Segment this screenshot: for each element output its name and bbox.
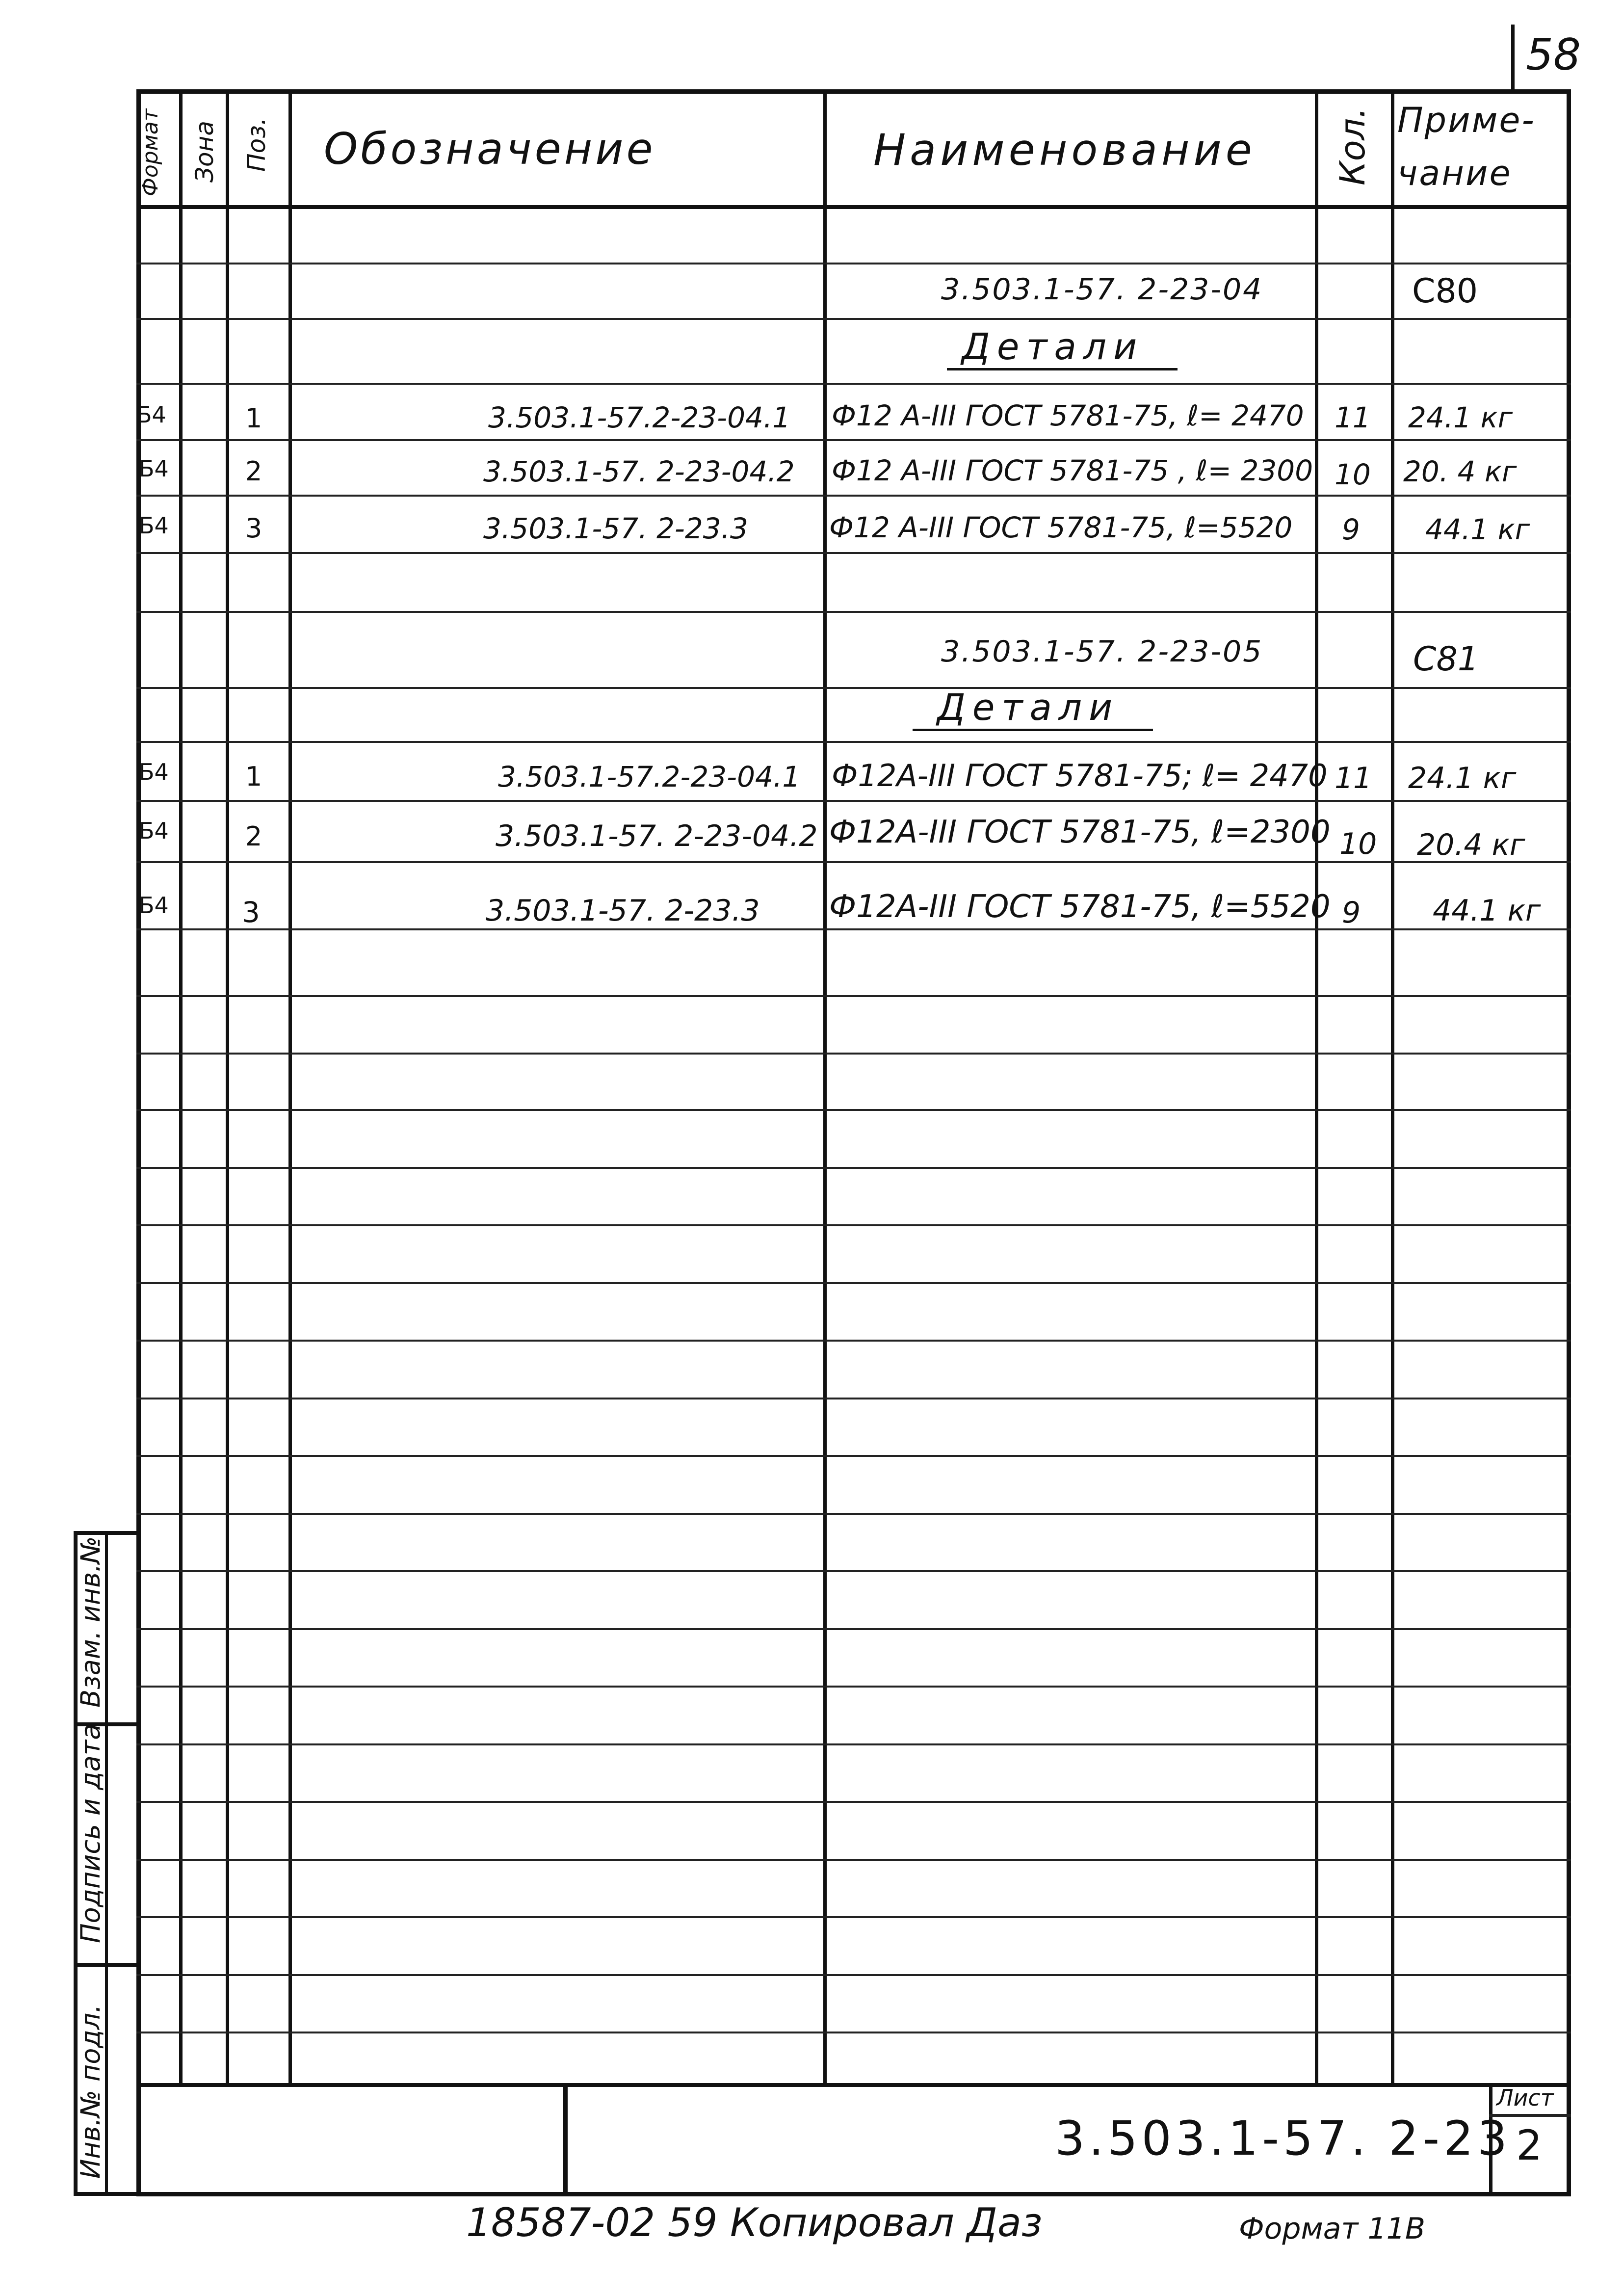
section-heading-underline [913, 729, 1153, 731]
row-note: 24.1 кг [1408, 401, 1513, 434]
row-designation: 3.503.1-57. 2-23-04.2 [483, 455, 795, 488]
col-divider-pos [288, 93, 292, 2083]
row-pos: 2 [245, 456, 262, 487]
table-row-line [136, 1974, 1571, 1976]
row-pos: 3 [245, 513, 262, 544]
page-number: 58 [1526, 29, 1581, 80]
table-row-line [136, 1224, 1571, 1226]
row-format: Б4 [139, 759, 169, 785]
header-note-line2: чание [1397, 153, 1512, 193]
table-row-line [136, 1109, 1571, 1111]
row-designation: 3.503.1-57.2-23-04.1 [498, 760, 801, 793]
table-row-line [136, 1743, 1571, 1745]
header-zone: Зона [190, 121, 219, 183]
row-note: 24.1 кг [1408, 761, 1517, 795]
row-format: Б4 [139, 818, 169, 844]
table-row-line [136, 318, 1571, 320]
row-qty: 11 [1335, 401, 1371, 434]
section-heading-underline [947, 368, 1178, 370]
row-pos: 1 [245, 403, 262, 434]
side-label-inv-replace: Взам. инв.№ [75, 1536, 106, 1708]
header-name: Наименование [873, 125, 1256, 175]
table-row-line [136, 1859, 1571, 1861]
row-pos: 2 [245, 821, 262, 852]
table-row-line [136, 861, 1571, 863]
header-pos: Поз. [242, 117, 271, 172]
sheet-label: Лист [1496, 2085, 1554, 2111]
row-qty: 9 [1342, 513, 1360, 546]
table-row-line [136, 2032, 1571, 2033]
table-row-line [136, 800, 1571, 802]
assembly-note: С81 [1413, 640, 1479, 679]
table-row-line [136, 1801, 1571, 1803]
row-designation: 3.503.1-57. 2-23-04.2 [496, 819, 818, 853]
sheet-number: 2 [1516, 2121, 1543, 2169]
row-designation: 3.503.1-57.2-23-04.1 [488, 401, 791, 434]
table-row-line [136, 439, 1571, 441]
header-format: Формат [138, 108, 163, 196]
col-divider-designation [823, 93, 827, 2083]
col-divider-format [179, 93, 183, 2083]
section-heading: Детали [937, 686, 1120, 729]
row-name: Ф12 А-III ГОСТ 5781-75 , ℓ= 2300 [832, 454, 1313, 487]
section-heading: Детали [962, 326, 1144, 368]
row-name: Ф12А-III ГОСТ 5781-75, ℓ=2300 [829, 814, 1331, 850]
row-qty: 9 [1342, 896, 1361, 930]
table-row-line [136, 1053, 1571, 1055]
row-note: 20.4 кг [1417, 828, 1525, 862]
row-name: Ф12А-III ГОСТ 5781-75, ℓ=5520 [829, 889, 1331, 925]
table-row-line [136, 995, 1571, 997]
table-row-line [136, 1916, 1571, 1918]
table-row-line [136, 1686, 1571, 1688]
document-code: 3.503.1-57. 2-23 [1055, 2111, 1512, 2166]
title-block-top [136, 2083, 1571, 2087]
assembly-designation: 3.503.1-57. 2-23-05 [941, 634, 1263, 669]
row-format: Б4 [139, 512, 169, 539]
header-designation: Обозначение [324, 124, 656, 174]
table-row-line [136, 1282, 1571, 1284]
assembly-designation: 3.503.1-57. 2-23-04 [941, 272, 1263, 307]
side-stamp-separator [74, 1963, 136, 1967]
table-row-line [136, 383, 1571, 385]
row-pos: 1 [245, 761, 262, 792]
row-qty: 10 [1335, 458, 1371, 491]
col-divider-qty [1391, 93, 1394, 2083]
row-qty: 10 [1339, 827, 1377, 861]
row-designation: 3.503.1-57. 2-23.3 [483, 512, 748, 545]
row-qty: 11 [1335, 761, 1372, 795]
col-divider-name [1315, 93, 1318, 2083]
format-note: Формат 11В [1239, 2212, 1426, 2246]
row-name: Ф12А-III ГОСТ 5781-75; ℓ= 2470 [832, 758, 1328, 793]
table-row-line [136, 1398, 1571, 1399]
title-block-divider [563, 2083, 568, 2196]
table-row-line [136, 1628, 1571, 1630]
table-row-line [136, 741, 1571, 743]
row-designation: 3.503.1-57. 2-23.3 [486, 894, 760, 928]
side-label-inv-original: Инв.№ подл. [75, 2004, 106, 2179]
header-separator [136, 205, 1571, 209]
table-row-line [136, 1570, 1571, 1572]
table-row-line [136, 263, 1571, 264]
header-qty: Кол. [1333, 107, 1373, 185]
row-format: Б4 [139, 892, 169, 919]
side-label-signature-date: Подпись и дата [75, 1723, 106, 1943]
table-row-line [136, 1513, 1571, 1515]
row-note: 20. 4 кг [1403, 455, 1517, 488]
row-name: Ф12 А-III ГОСТ 5781-75, ℓ=5520 [829, 511, 1293, 544]
row-note: 44.1 кг [1433, 894, 1541, 928]
row-pos: 3 [242, 896, 260, 929]
col-divider-zone [226, 93, 229, 2083]
row-format: Б4 [139, 455, 169, 482]
table-row-line [136, 495, 1571, 497]
table-row-line [136, 552, 1571, 554]
table-row-line [136, 1167, 1571, 1169]
row-name: Ф12 А-III ГОСТ 5781-75, ℓ= 2470 [832, 399, 1304, 432]
header-note-line1: Приме- [1397, 100, 1536, 140]
row-format: Б4 [136, 401, 166, 428]
table-row-line [136, 1455, 1571, 1457]
table-row-line [136, 611, 1571, 613]
table-row-line [136, 687, 1571, 689]
table-row-line [136, 1340, 1571, 1342]
copy-note: 18587-02 59 Копировал Даз [466, 2200, 1043, 2245]
row-note: 44.1 кг [1425, 513, 1530, 546]
assembly-note: С80 [1412, 272, 1478, 311]
